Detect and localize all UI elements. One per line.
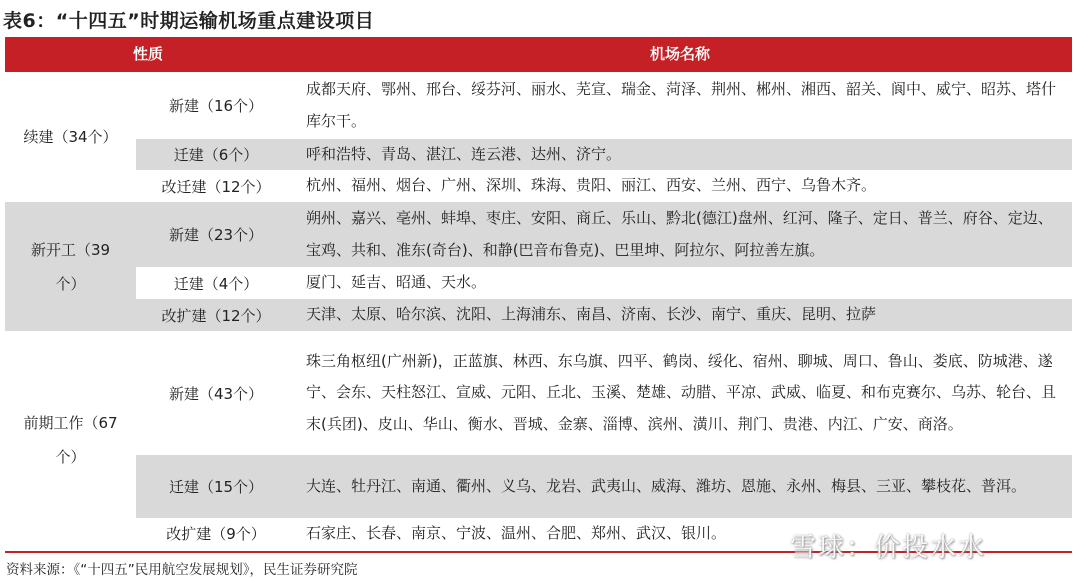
table-header: [5, 37, 1072, 72]
row-type: 新建（23个）: [136, 202, 296, 267]
row-airports: 呼和浩特、青岛、湛江、连云港、达州、济宁。: [296, 139, 1072, 170]
row-type: 新建（43个）: [168, 384, 264, 403]
row-type: 迁建（15个）: [136, 455, 296, 518]
row-airports: 厦门、延吉、昭通、天水。: [306, 273, 487, 292]
row-airports: 石家庄、长春、南京、宁波、温州、合肥、郑州、武汉、银川。: [306, 523, 727, 542]
category-preliminary-label: 前期工作（67个）: [23, 414, 118, 466]
row-type: 改扩建（9个）: [166, 525, 266, 543]
row-type: 改迁建（12个）: [161, 177, 271, 196]
row-airports: 天津、太原、哈尔滨、沈阳、上海浦东、南昌、济南、长沙、南宁、重庆、昆明、拉萨: [296, 299, 1072, 331]
row-airports: 成都天府、鄂州、邢台、绥芬河、丽水、芜宣、瑞金、菏泽、荆州、郴州、湘西、韶关、阆中、威宁、昭苏、塔什库尔干。: [306, 80, 1057, 130]
row-type: 新建（16个）: [168, 97, 264, 115]
row-type: 迁建（4个）: [173, 274, 259, 293]
row-airports: 朔州、嘉兴、亳州、蚌埠、枣庄、安阳、商丘、乐山、黔北(德江)盘州、红河、隆子、定日、普兰、府谷、定边、宝鸡、共和、准东(奇台)、和静(巴音布鲁克)、巴里坤、阿拉尔、阿拉善左旗。: [296, 202, 1072, 267]
row-airports: 杭州、福州、烟台、广州、深圳、珠海、贵阳、丽江、西安、兰州、西宁、乌鲁木齐。: [306, 176, 877, 195]
category-new-start-label: 新开工（39个）: [30, 240, 111, 293]
category-new-start: [5, 202, 136, 331]
watermark: 雪球：价投水水: [790, 533, 987, 563]
category-continuing: 续建（34个）: [23, 128, 118, 146]
table-title: 表6：“十四五”时期运输机场重点建设项目: [3, 10, 375, 32]
row-airports: 珠三角枢纽(广州新)，正蓝旗、林西、东乌旗、四平、鹤岗、绥化、宿州、聊城、周口、鲁山、娄底、防城港、遂宁、会东、天柱怒江、宣威、元阳、丘北、玉溪、楚雄、动腊、平凉、武威、临夏、和布克赛尔、乌苏、轮台、且末(兵团)、皮山、华山、衡水、晋城、金寨、淄博、滨州、潢川、荆门、贵港、内江、广安、商洛。: [306, 351, 1057, 433]
row-type: 改扩建（12个）: [136, 299, 296, 331]
header-nature: 性质: [133, 45, 164, 63]
header-airport-names: 机场名称: [650, 45, 711, 63]
row-type: 迁建（6个）: [136, 139, 296, 170]
source-note: 资料来源：《“十四五”民用航空发展规划》，民生证券研究院: [6, 562, 358, 578]
row-airports: 大连、牡丹江、南通、衢州、义乌、龙岩、武夷山、威海、潍坊、恩施、永州、梅县、三亚、攀枝花、普洱。: [296, 455, 1072, 518]
category-preliminary: [5, 331, 136, 549]
